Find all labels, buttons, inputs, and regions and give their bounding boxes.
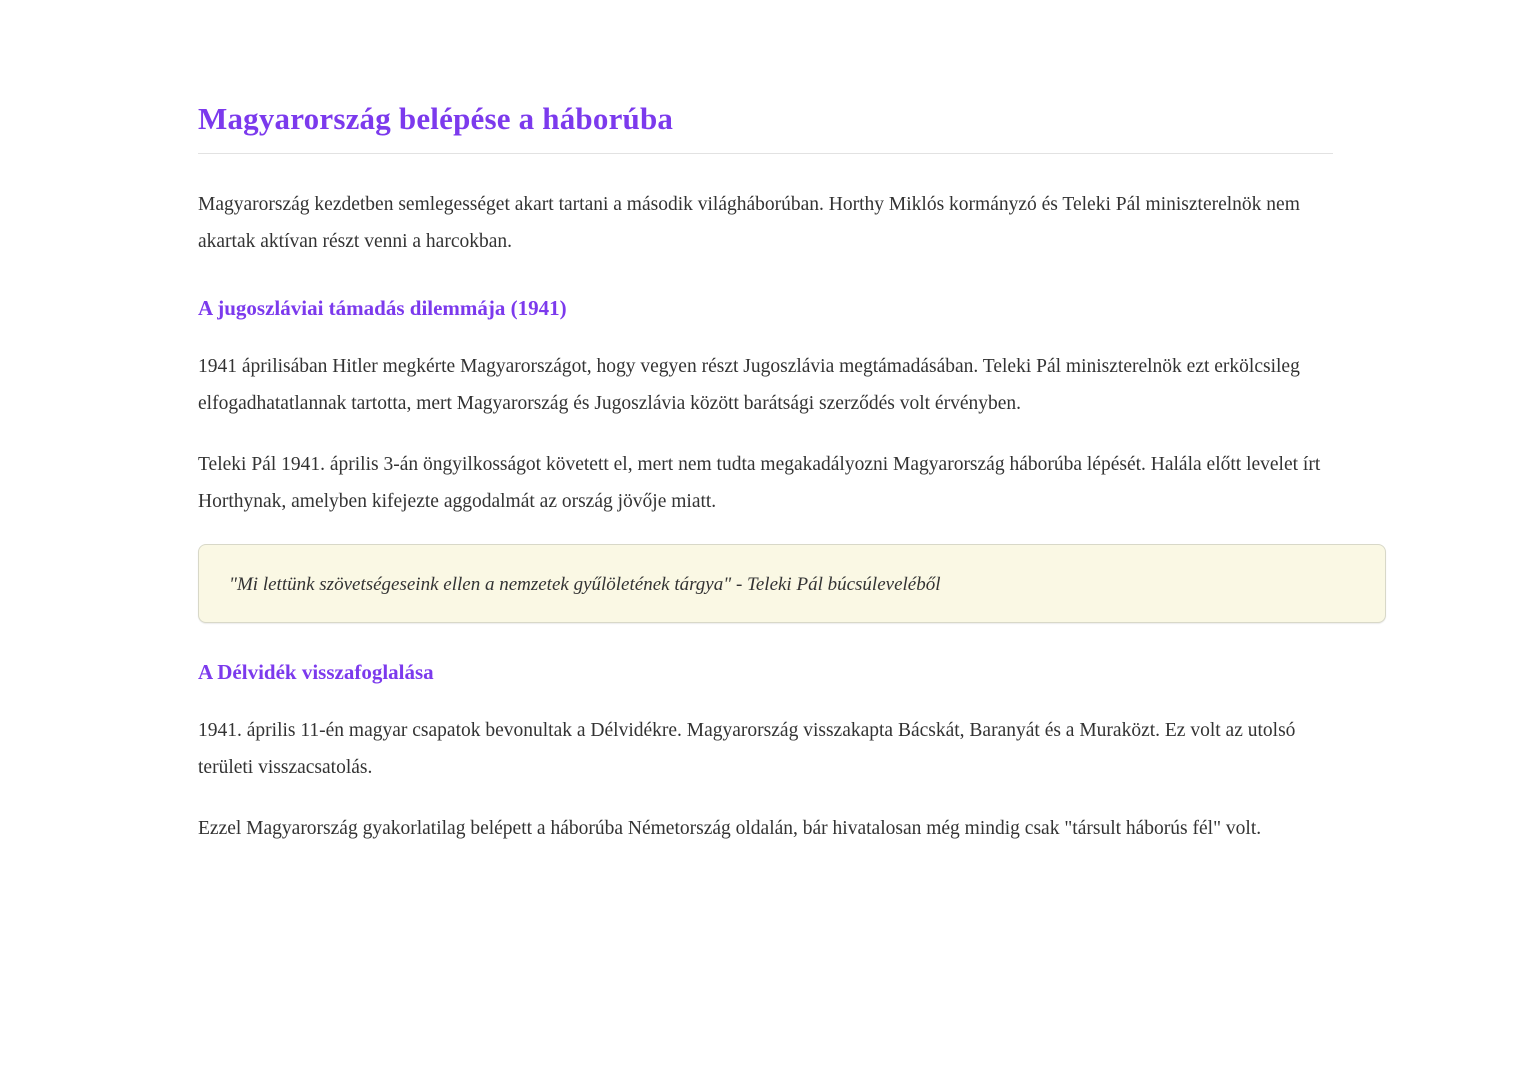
section-heading-jugoszlaviai-tamadas: A jugoszláviai támadás dilemmája (1941) xyxy=(198,296,567,320)
article-content xyxy=(198,0,1333,847)
paragraph-war-entry: Ezzel Magyarország gyakorlatilag belépett a háborúba Németország oldalán, bár hivatalosan még mindig csak "társult háborús fél" volt. xyxy=(198,818,1262,839)
intro-paragraph: Magyarország kezdetben semlegességet akart tartani a második világháborúban. Horthy Miklós kormányzó és Teleki Pál miniszterelnök nem akartak aktívan részt venni a harcokban. xyxy=(198,194,1300,252)
quote-text: "Mi lettünk szövetségeseink ellen a nemzetek gyűlöletének tárgya" - Teleki Pál búcsúleveléből xyxy=(229,574,941,595)
quote-box xyxy=(198,544,1386,623)
page-title: Magyarország belépése a háborúba xyxy=(198,101,674,136)
section-heading-delvidek: A Délvidék visszafoglalása xyxy=(198,660,434,684)
paragraph-teleki-suicide: Teleki Pál 1941. április 3-án öngyilkosságot követett el, mert nem tudta megakadályozni Magyarország háborúba lépését. Halála előtt levelet írt Horthynak, amelyben kifejezte aggodalmát az ország jövője miatt. xyxy=(198,454,1321,512)
paragraph-hitler-request: 1941 áprilisában Hitler megkérte Magyarországot, hogy vegyen részt Jugoszlávia megtámadásában. Teleki Pál miniszterelnök ezt erkölcsileg elfogadhatatlannak tartotta, mert Magyarország és Jugoszlávia között barátsági szerződés volt érvényben. xyxy=(198,356,1300,414)
paragraph-delvidek-reoccupation: 1941. április 11-én magyar csapatok bevonultak a Délvidékre. Magyarország visszakapta Bácskát, Baranyát és a Muraközt. Ez volt az utolsó területi visszacsatolás. xyxy=(198,720,1296,778)
title-divider xyxy=(198,153,1333,154)
